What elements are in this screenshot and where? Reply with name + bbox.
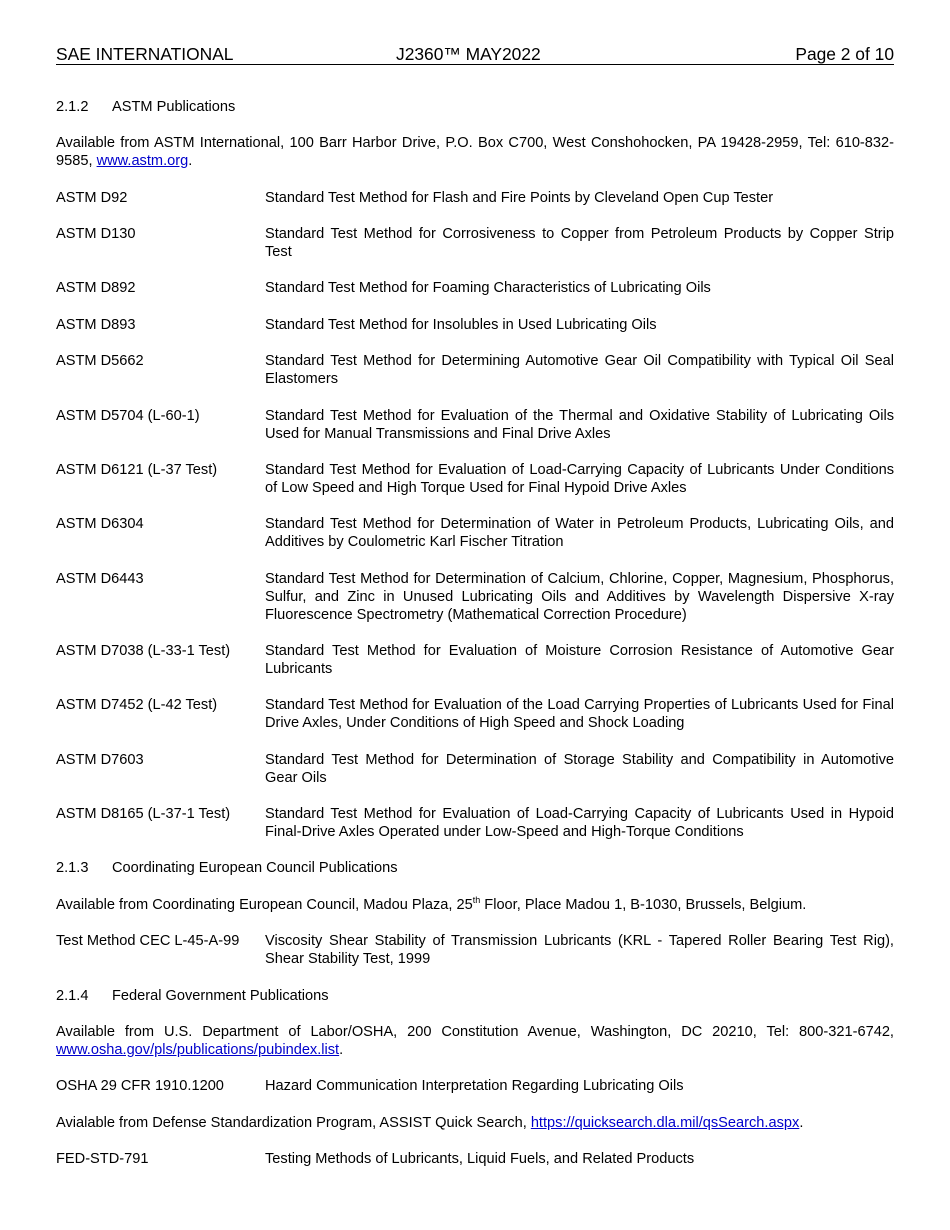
reference-description: Standard Test Method for Evaluation of the Load Carrying Properties of Lubricants Used for Final Drive Axles, Under Conditions of High Speed and Shock Loading — [265, 697, 894, 731]
reference-code: ASTM D5662 — [56, 353, 144, 369]
reference-code: ASTM D893 — [56, 317, 136, 333]
availability-osha — [56, 1023, 894, 1059]
astm-link[interactable]: www.astm.org — [96, 153, 189, 169]
availability-dsp — [56, 1114, 894, 1132]
reference-description: Testing Methods of Lubricants, Liquid Fuels, and Related Products — [265, 1151, 695, 1167]
reference-code: ASTM D6304 — [56, 516, 144, 532]
assist-link[interactable]: https://quicksearch.dla.mil/qsSearch.aspx — [530, 1115, 800, 1131]
reference-description: Standard Test Method for Determining Automotive Gear Oil Compatibility with Typical Oil Seal Elastomers — [265, 353, 894, 387]
reference-code: ASTM D130 — [56, 226, 136, 242]
section-heading-2-1-4 — [56, 987, 329, 1005]
reference-code: FED-STD-791 — [56, 1151, 149, 1167]
availability-text: Floor, Place Madou 1, B-1030, Brussels, Belgium. — [480, 897, 807, 913]
reference-description: Standard Test Method for Insolubles in Used Lubricating Oils — [265, 317, 657, 333]
ordinal-superscript: th — [472, 895, 481, 906]
reference-description: Standard Test Method for Determination of Storage Stability and Compatibility in Automotive Gear Oils — [265, 752, 894, 786]
header-page-number: Page 2 of 10 — [795, 44, 894, 64]
availability-text: Available from ASTM International, 100 Barr Harbor Drive, P.O. Box C700, West Conshohocken, PA 19428-2959, Tel: 610-832-9585, — [56, 135, 894, 169]
availability-cec — [56, 896, 894, 914]
reference-code: ASTM D8165 (L-37-1 Test) — [56, 806, 231, 822]
availability-end: . — [799, 1115, 804, 1131]
reference-code: ASTM D7603 — [56, 752, 144, 768]
reference-code: ASTM D6443 — [56, 571, 144, 587]
availability-text: Avialable from Defense Standardization Program, ASSIST Quick Search, — [56, 1115, 531, 1131]
reference-description: Standard Test Method for Corrosiveness to Copper from Petroleum Products by Copper Strip Test — [265, 226, 894, 260]
reference-code: ASTM D92 — [56, 190, 128, 206]
section-title: Federal Government Publications — [112, 988, 329, 1004]
reference-description: Viscosity Shear Stability of Transmission Lubricants (KRL - Tapered Roller Bearing Test Rig), Shear Stability Test, 1999 — [265, 933, 894, 967]
reference-description: Standard Test Method for Determination of Calcium, Chlorine, Copper, Magnesium, Phosphorus, Sulfur, and Zinc in Unused Lubricating Oils and Additives by Wavelength Dispersive X-ray Fluorescence Spectrometry (Mathematical Correction Procedure) — [265, 571, 894, 623]
reference-description: Standard Test Method for Evaluation of Load-Carrying Capacity of Lubricants Used in Hypoid Final-Drive Axles Operated under Low-Speed and High-Torque Conditions — [265, 806, 894, 840]
availability-text: Available from Coordinating European Council, Madou Plaza, 25 — [56, 897, 473, 913]
reference-description: Standard Test Method for Flash and Fire Points by Cleveland Open Cup Tester — [265, 190, 774, 206]
reference-code: ASTM D6121 (L-37 Test) — [56, 462, 218, 478]
page-header — [56, 44, 894, 65]
availability-astm — [56, 134, 894, 170]
reference-code: ASTM D892 — [56, 280, 136, 296]
section-title: Coordinating European Council Publications — [112, 860, 398, 876]
reference-code: ASTM D7038 (L-33-1 Test) — [56, 643, 231, 659]
availability-end: . — [339, 1042, 344, 1058]
section-heading-2-1-3 — [56, 859, 398, 877]
section-number: 2.1.4 — [56, 988, 89, 1004]
reference-code: ASTM D5704 (L-60-1) — [56, 408, 200, 424]
availability-end: . — [188, 153, 193, 169]
reference-description: Standard Test Method for Evaluation of the Thermal and Oxidative Stability of Lubricating Oils Used for Manual Transmissions and Final Drive Axles — [265, 408, 894, 442]
reference-description: Standard Test Method for Determination of Water in Petroleum Products, Lubricating Oils, and Additives by Coulometric Karl Fischer Titration — [265, 516, 894, 550]
reference-description: Standard Test Method for Evaluation of Load-Carrying Capacity of Lubricants Under Conditions of Low Speed and High Torque Used for Final Hypoid Drive Axles — [265, 462, 894, 496]
header-org: SAE INTERNATIONAL — [56, 44, 234, 64]
reference-code: ASTM D7452 (L-42 Test) — [56, 697, 218, 713]
reference-description: Standard Test Method for Foaming Characteristics of Lubricating Oils — [265, 280, 711, 296]
section-number: 2.1.2 — [56, 99, 89, 115]
reference-description: Standard Test Method for Evaluation of Moisture Corrosion Resistance of Automotive Gear Lubricants — [265, 643, 894, 677]
reference-code: OSHA 29 CFR 1910.1200 — [56, 1078, 224, 1094]
section-title: ASTM Publications — [112, 99, 236, 115]
header-doc-id: J2360™ MAY2022 — [396, 44, 541, 64]
section-heading-2-1-2 — [56, 98, 235, 116]
reference-description: Hazard Communication Interpretation Regarding Lubricating Oils — [265, 1078, 684, 1094]
reference-code: Test Method CEC L-45-A-99 — [56, 933, 240, 949]
osha-link[interactable]: www.osha.gov/pls/publications/pubindex.list — [56, 1042, 340, 1058]
section-number: 2.1.3 — [56, 860, 89, 876]
availability-text: Available from U.S. Department of Labor/OSHA, 200 Constitution Avenue, Washington, DC 20210, Tel: 800-321-6742, — [56, 1024, 894, 1040]
